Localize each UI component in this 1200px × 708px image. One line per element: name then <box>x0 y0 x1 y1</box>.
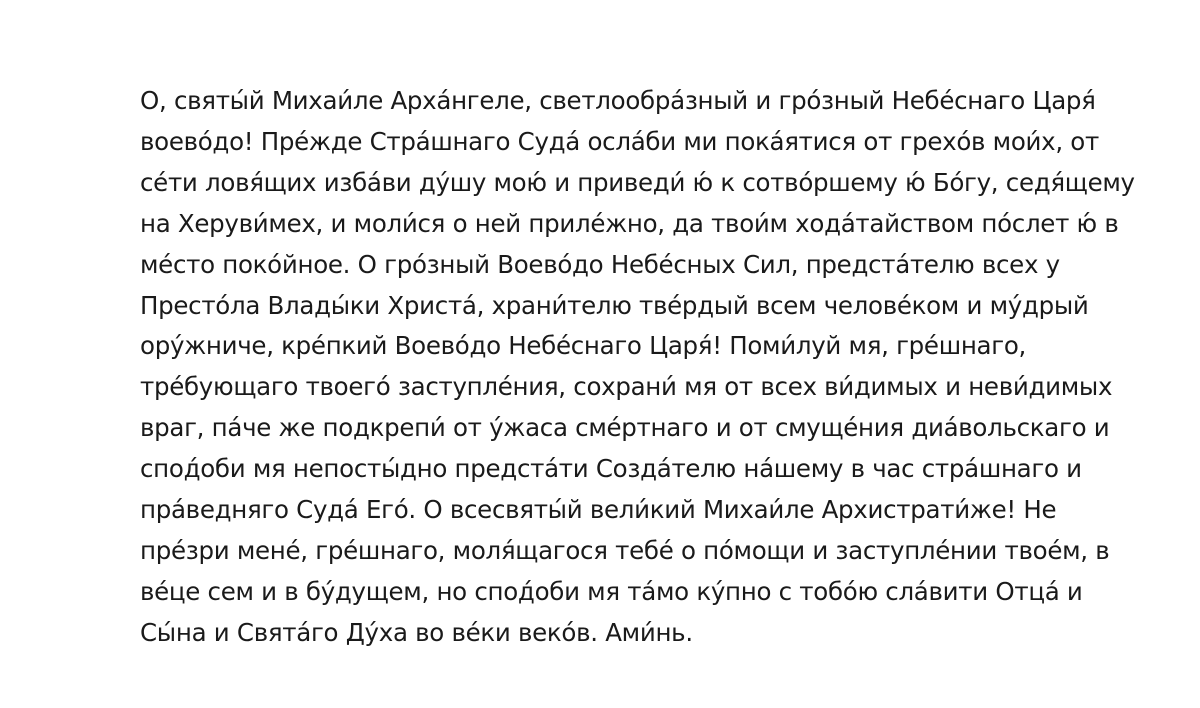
prayer-line-10: спод́оби мя непосты́дно предста́ти Созда́телю на́шему в час стра́шнаго и <box>140 454 1082 484</box>
prayer-text <box>140 81 1170 654</box>
prayer-line-7: ору́жниче, кре́пкий Воево́до Небе́снаго Царя́! Поми́луй мя, гре́шнаго, <box>140 331 1027 361</box>
prayer-line-1: О, святы́й Михаи́ле Арха́нгеле, светлообра́зный и гро́зный Небе́снаго Царя́ <box>140 86 1096 115</box>
prayer-line-9: враг, па́че же подкрепи́ от у́жаса сме́ртнаго и от смуще́ния диа́вольскаго и <box>140 413 1110 443</box>
prayer-line-5: ме́сто поко́йное. О гро́зный Воево́до Небе́сных Сил, предста́телю всех у <box>140 249 1060 279</box>
prayer-line-2: воево́до! Пре́жде Стра́шнаго Суда́ осла́би ми пока́ятися от грехо́в мои́х, от <box>140 126 1099 156</box>
prayer-line-3: се́ти ловя́щих изба́ви ду́шу мою́ и приведи́ ю́ к сотво́ршему ю́ Бо́гу, седя́щему <box>140 167 1135 197</box>
prayer-line-8: тре́бующаго твоего́ заступле́ния, сохрани́ мя от всех ви́димых и неви́димых <box>140 372 1113 402</box>
prayer-line-13: ве́це сем и в бу́дущем, но спод́оби мя та́мо ку́пно с тобо́ю сла́вити Отца́ и <box>140 576 1083 606</box>
prayer-line-14: Сы́на и Свята́го Ду́ха во ве́ки веко́в. Ами́нь. <box>140 617 693 647</box>
prayer-line-6: Престо́ла Влады́ки Христа́, храни́телю тве́рдый всем челове́ком и му́дрый <box>140 290 1089 320</box>
prayer-line-4: на Херуви́мех, и моли́ся о ней приле́жно, да твои́м хода́тайством по́слет ю́ в <box>140 208 1119 238</box>
prayer-line-12: пре́зри мене́, гре́шнаго, моля́щагося тебе́ о по́мощи и заступле́нии твое́м, в <box>140 535 1110 565</box>
prayer-line-11: пра́ведняго Суда́ Его́. О всесвяты́й вели́кий Михаи́ле Архистрати́же! Не <box>140 495 1057 525</box>
